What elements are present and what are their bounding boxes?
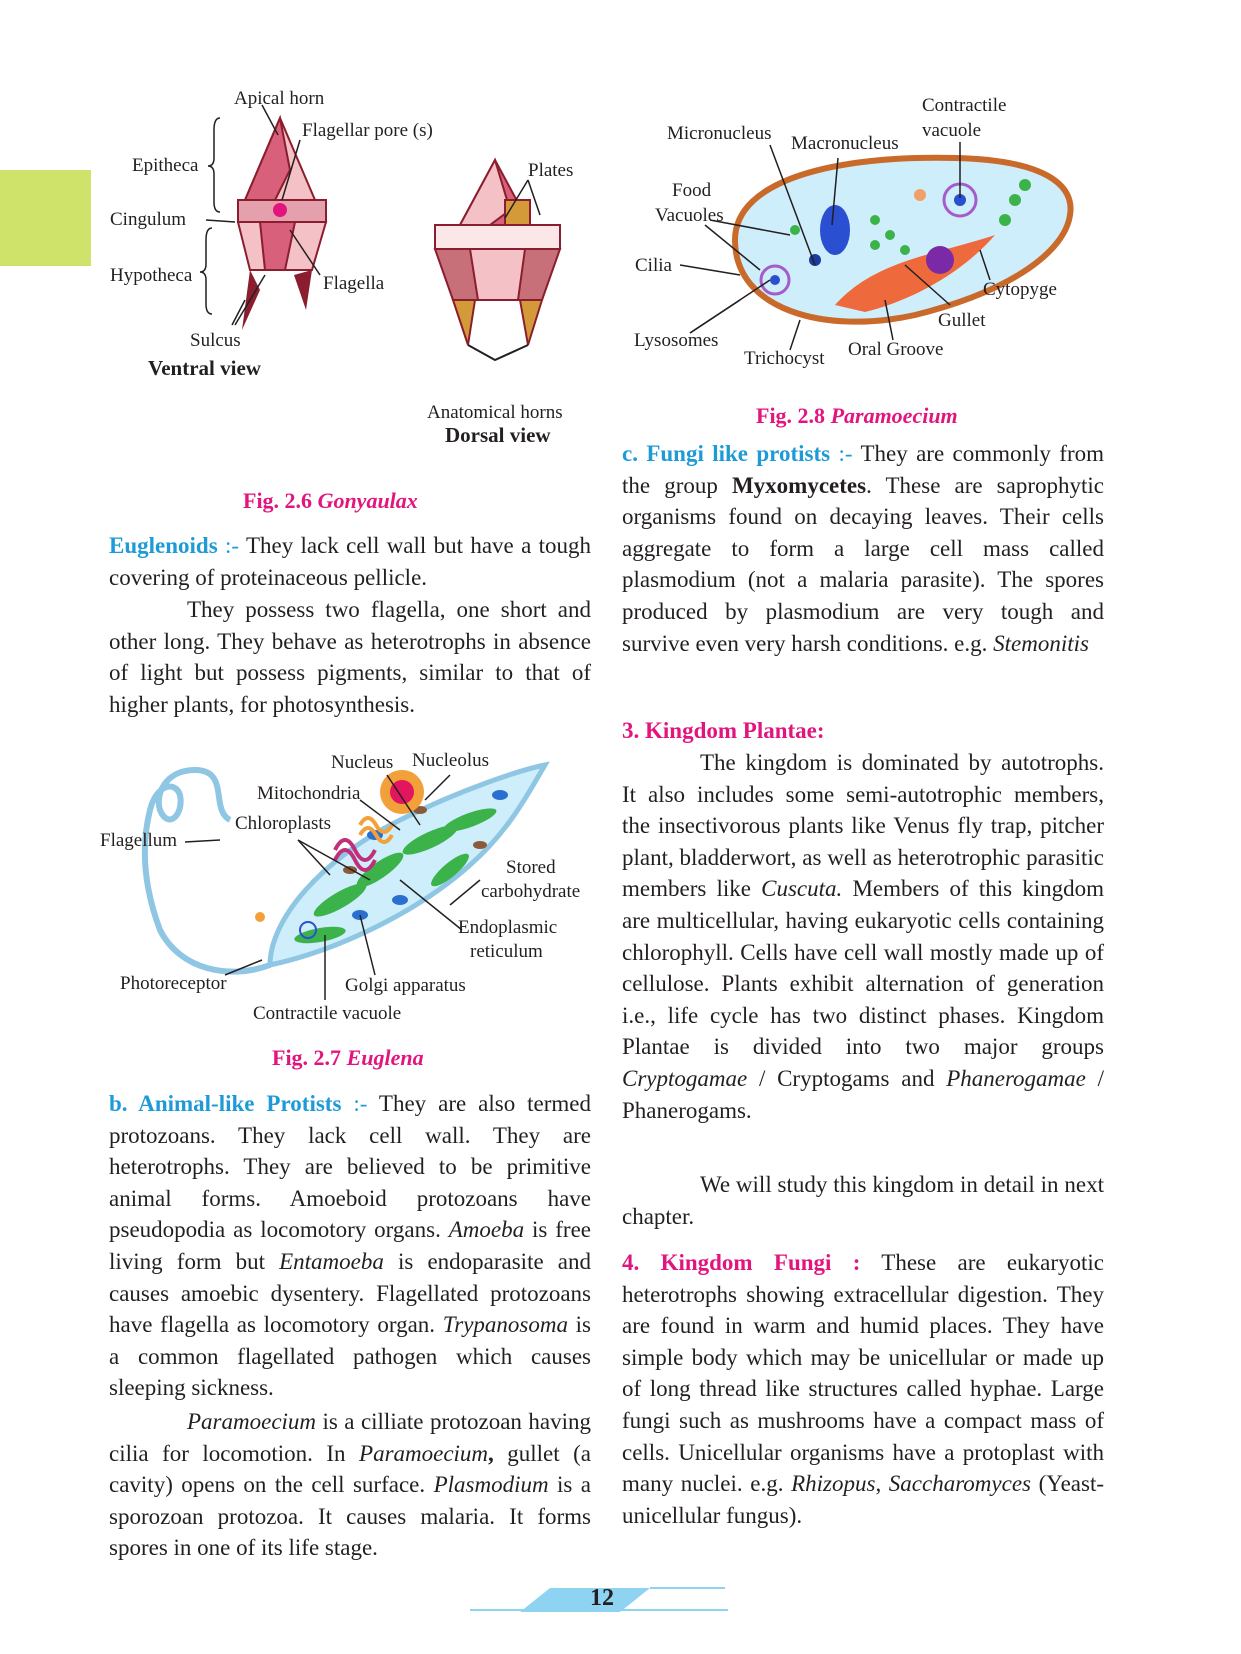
kingdom-plantae-heading: 3. Kingdom Plantae: — [622, 718, 825, 743]
label-dorsal-view: Dorsal view — [445, 423, 551, 447]
label-stored-1: Stored — [506, 857, 556, 878]
term-myxomycetes: Myxomycetes — [731, 472, 867, 498]
term-paramoecium: Paramoecium — [187, 1409, 317, 1434]
caption-fig-2-7: Fig. 2.7 Euglena — [272, 1045, 424, 1070]
kingdom-fungi-heading: 4. Kingdom Fungi : — [622, 1250, 861, 1275]
page-number: 12 — [590, 1585, 614, 1611]
animal-text-3: is endoparasite and causes amoebic dysentery. Flagellated protozoans have flagella as locomotory organ. — [109, 1248, 591, 1338]
caption-fig-2-8: Fig. 2.8 Paramoecium — [756, 403, 958, 428]
euglenoids-paragraph — [109, 530, 591, 593]
paramoecium-text-3: is a sporozoan protozoa. It causes malaria. It forms spores in one of its life stage. — [109, 1472, 591, 1561]
label-gullet: Gullet — [938, 310, 986, 331]
fungi-text-2: , — [875, 1471, 889, 1497]
label-photoreceptor: Photoreceptor — [120, 973, 227, 994]
label-cytopyge: Cytopyge — [983, 279, 1057, 300]
term-cuscuta: Cuscuta. — [761, 876, 843, 902]
kingdom-plantae-paragraph — [622, 747, 1104, 1126]
term-stemonitis: Stemonitis — [993, 630, 1089, 656]
label-oral-groove: Oral Groove — [848, 339, 944, 360]
fungi-like-separator: :- — [830, 441, 861, 466]
label-anatomical-horns: Anatomical horns — [427, 402, 563, 423]
plantae-text-1: The kingdom is dominated by autotrophs. It also includes some semi-autotrophic members, the insectivorous plants like Venus fly trap, pitcher plant, bladderwort, as well as heterotrophic parasitic members like — [622, 750, 1104, 902]
kingdom-fungi-paragraph — [622, 1247, 1104, 1531]
label-plates: Plates — [528, 160, 574, 181]
label-golgi: Golgi apparatus — [345, 975, 466, 996]
euglenoids-separator: :- — [217, 533, 246, 558]
fungi-text-3: (Yeast-unicellular fungus). — [622, 1471, 1104, 1528]
animal-protists-separator: :- — [341, 1091, 379, 1116]
label-apical-horn: Apical horn — [234, 88, 325, 109]
label-stored-2: carbohydrate — [481, 881, 581, 902]
animal-protists-heading: b. Animal-like Protists — [109, 1091, 342, 1116]
fungi-text-1: These are eukaryotic heterotrophs showing extracellular digestion. They are found in warm and humid places. They have simple body which may be unicellular or made up of long thread like structures called hyphae. Large fungi such as mushrooms have a compact mass of cells. Unicellular organisms have a protoplast with many nuclei. e.g. — [622, 1250, 1104, 1497]
animal-text-2: is free living form but — [109, 1217, 591, 1274]
term-trypanosoma: Trypanosoma — [442, 1312, 568, 1338]
euglenoids-p2-text: They possess two flagella, one short and other long. They behave as heterotrophs in absence of light but possess pigments, similar to that of higher plants, for photosynthesis. — [109, 597, 591, 717]
label-flagella: Flagella — [323, 273, 385, 294]
label-contractile-2: vacuole — [922, 120, 982, 141]
paramoecium-text-2: gullet (a cavity) opens on the cell surface. — [109, 1440, 592, 1498]
animal-text-4: is a common flagellated pathogen which causes sleeping sickness. — [109, 1312, 591, 1401]
animal-text-1: They are also termed protozoans. They lack cell wall. They are heterotrophs. They are believed to be primitive animal forms. Amoeboid protozoans have pseudopodia as locomotory organs. — [109, 1091, 591, 1243]
term-saccharomyces: Saccharomyces — [888, 1471, 1031, 1497]
plantae-text-3: / Cryptogams and — [747, 1065, 947, 1091]
paramoecium-paragraph — [109, 1406, 591, 1564]
animal-protists-paragraph — [109, 1088, 591, 1404]
term-entamoeba: Entamoeba — [279, 1248, 384, 1274]
term-paramoecium-2: Paramoecium — [359, 1440, 489, 1466]
label-cingulum: Cingulum — [110, 209, 187, 230]
label-trichocyst: Trichocyst — [744, 348, 825, 369]
label-flagellum: Flagellum — [100, 830, 178, 851]
label-food-1: Food — [672, 180, 712, 201]
euglenoids-text: They lack cell wall but have a tough covering of proteinaceous pellicle. — [109, 533, 591, 590]
term-phanerogamae: Phanerogamae — [946, 1065, 1086, 1091]
label-hypotheca: Hypotheca — [110, 265, 193, 286]
label-macronucleus: Macronucleus — [791, 133, 899, 154]
label-food-2: Vacuoles — [655, 205, 724, 226]
plantae-text-4: / Phanerogams. — [622, 1065, 1104, 1123]
label-cilia: Cilia — [635, 255, 672, 276]
paramoecium-text-1: is a cilliate protozoan having cilia for locomotion. In — [109, 1409, 591, 1466]
plantae-text-2: Members of this kingdom are multicellular, having eukaryotic cells containing chlorophyll. Cells have cell wall mostly made up of cellulose. Plants exhibit alternation of generation i.e., life cycle has two distinct phases. Kingdom Plantae is divided into two major groups — [622, 876, 1104, 1060]
label-nucleus: Nucleus — [331, 752, 394, 773]
label-micronucleus: Micronucleus — [667, 123, 772, 144]
caption-fig-2-6: Fig. 2.6 Gonyaulax — [243, 488, 418, 513]
study-note-text: We will study this kingdom in detail in next chapter. — [622, 1172, 1104, 1229]
label-er-1: Endoplasmic — [458, 917, 558, 938]
term-plasmodium: Plasmodium — [433, 1472, 549, 1498]
euglenoids-paragraph-2 — [109, 594, 591, 720]
label-ventral-view: Ventral view — [148, 356, 261, 380]
fungi-like-text-2: . These are saprophytic organisms found on decaying leaves. Their cells aggregate to form a large cell mass called plasmodium (not a malaria parasite). The spores produced by plasmodium are very tough and survive even very harsh conditions. e.g. — [622, 472, 1104, 656]
fungi-like-protists-paragraph — [622, 438, 1104, 659]
term-rhizopus: Rhizopus — [791, 1471, 876, 1497]
label-epitheca: Epitheca — [132, 155, 199, 176]
paramoecium-comma: , — [488, 1440, 494, 1466]
label-sulcus: Sulcus — [190, 330, 241, 351]
label-er-2: reticulum — [470, 941, 543, 962]
study-note-paragraph — [622, 1169, 1104, 1232]
label-contractile-1: Contractile — [922, 95, 1007, 116]
term-amoeba: Amoeba — [448, 1217, 525, 1243]
label-contractile-vacuole: Contractile vacuole — [253, 1003, 402, 1024]
label-lysosomes: Lysosomes — [634, 330, 719, 351]
fungi-like-text-1: They are commonly from the group — [622, 441, 1105, 498]
label-flagellar-pore: Flagellar pore (s) — [302, 120, 433, 141]
term-cryptogamae: Cryptogamae — [622, 1065, 748, 1091]
fungi-like-heading: c. Fungi like protists — [622, 441, 831, 466]
euglenoids-heading: Euglenoids — [109, 533, 218, 558]
label-mitochondria: Mitochondria — [257, 783, 361, 804]
label-nucleolus: Nucleolus — [412, 750, 490, 771]
label-chloroplasts: Chloroplasts — [235, 813, 332, 834]
